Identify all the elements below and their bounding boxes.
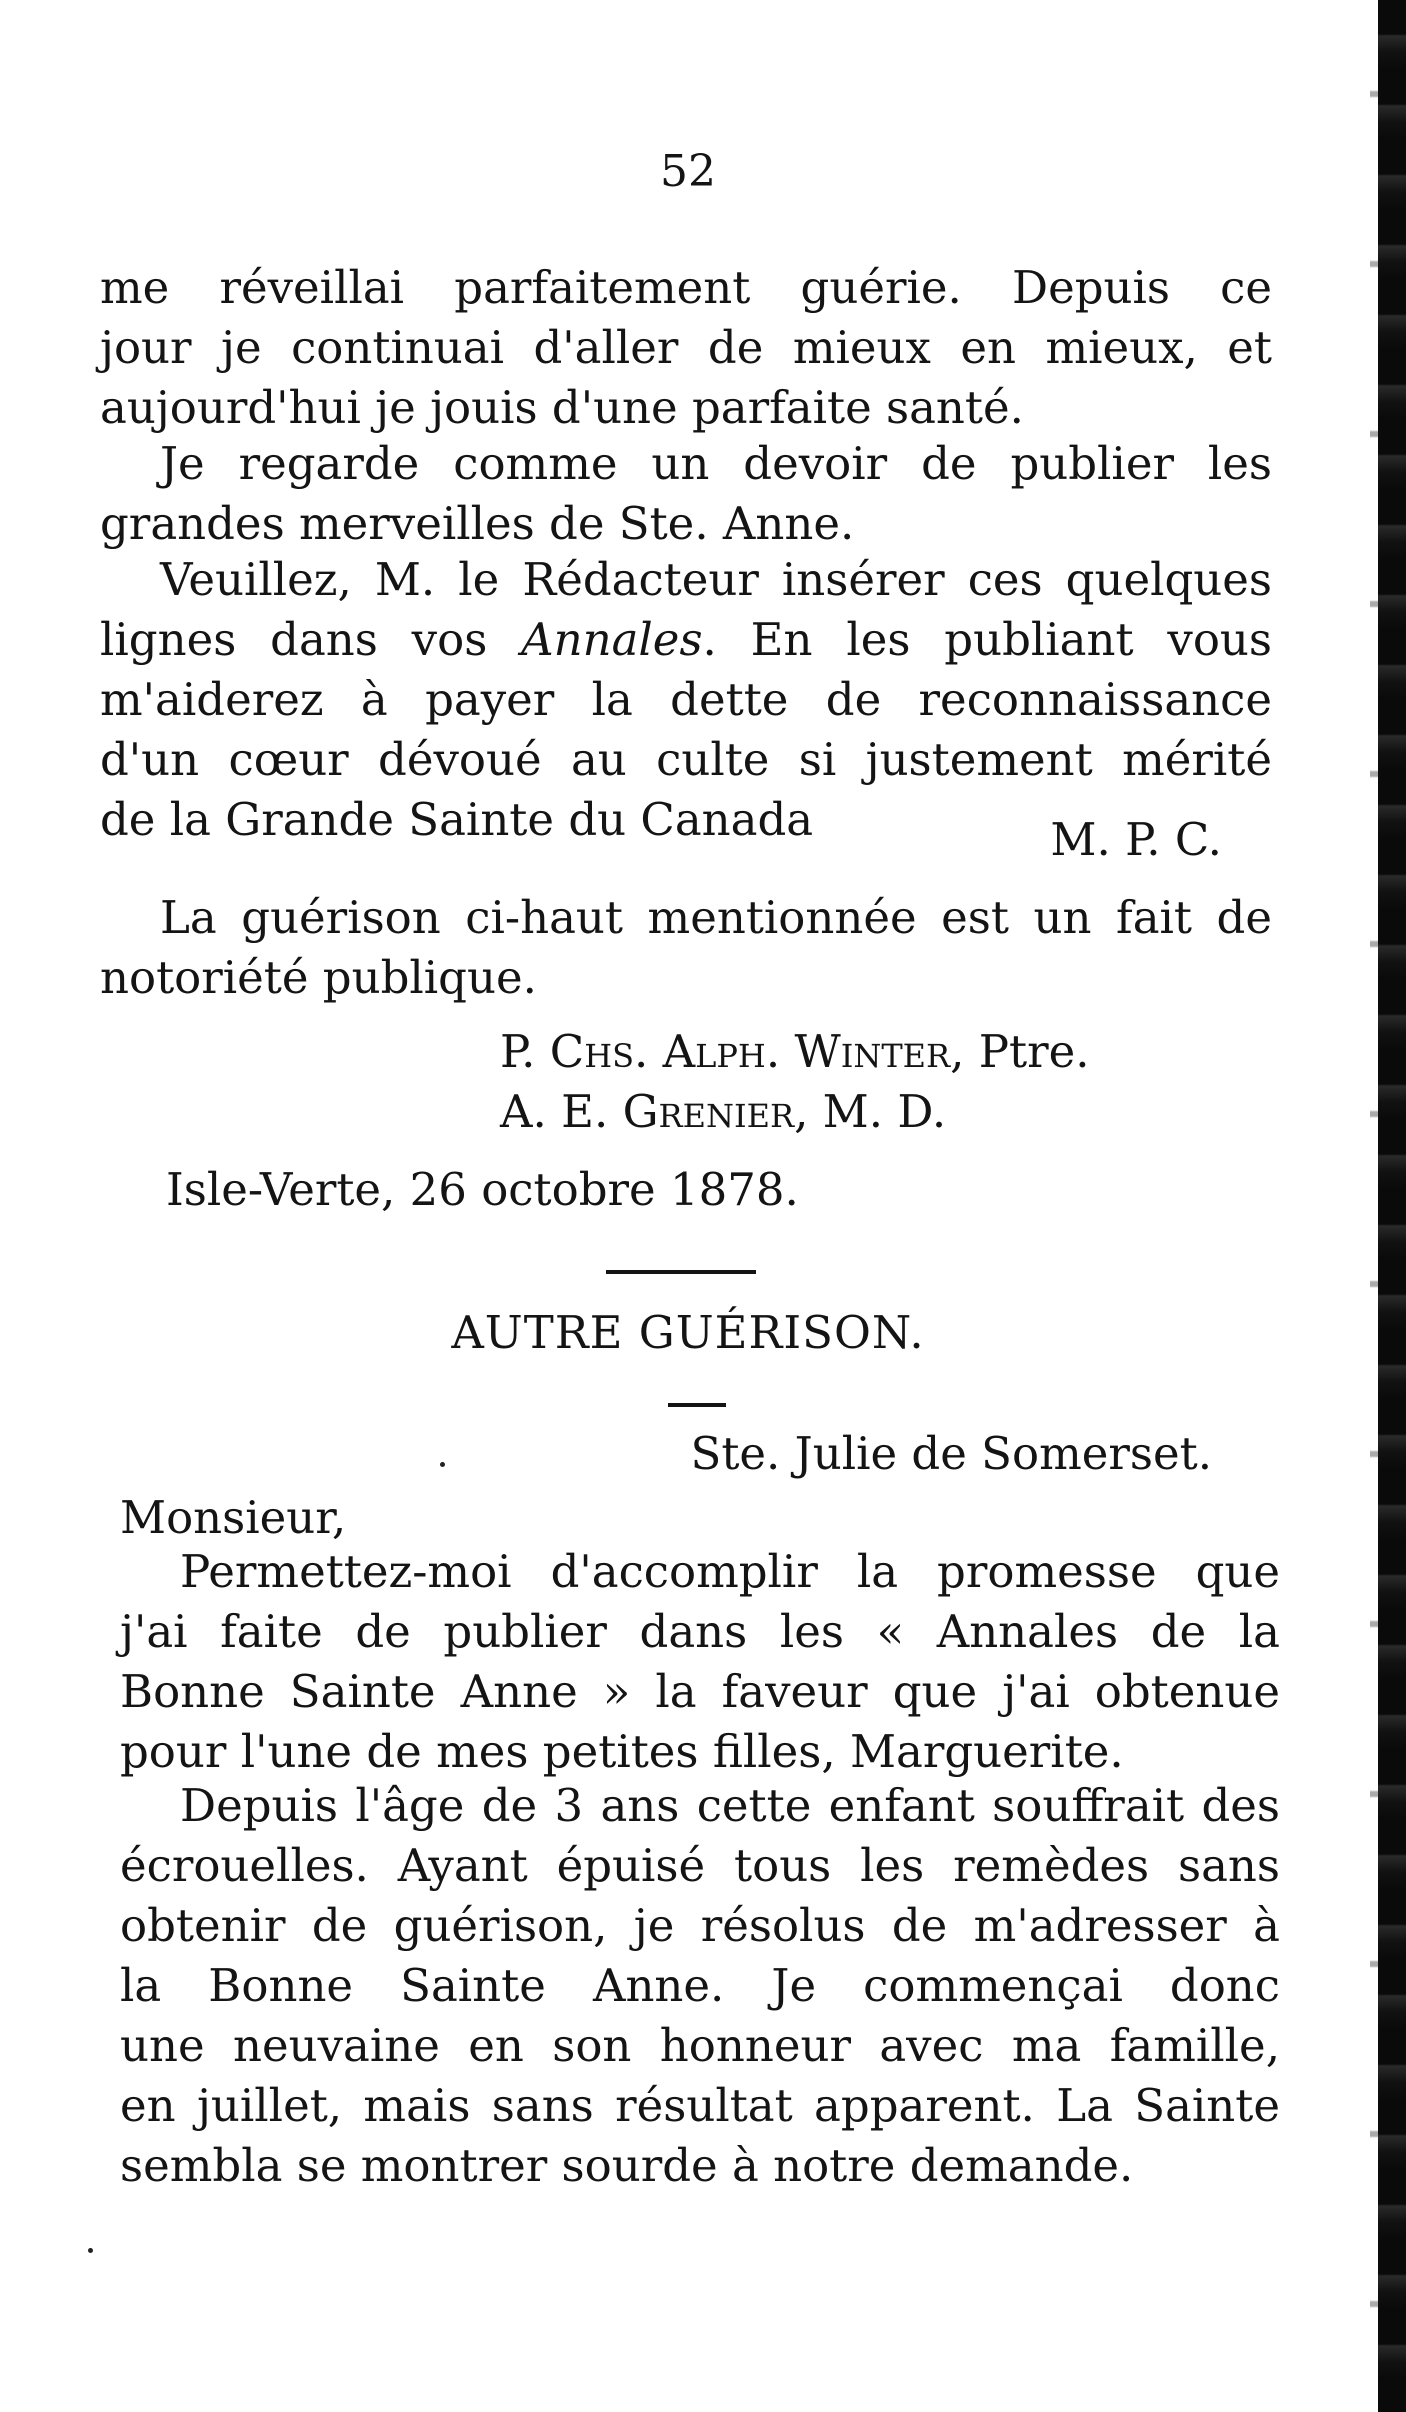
section-divider: [606, 1270, 756, 1274]
signatories: [500, 1022, 1300, 1142]
text-span: P.: [500, 1025, 550, 1078]
heading-rule: [668, 1403, 726, 1407]
text-line: Je regarde comme un devoir de publier les: [160, 437, 1272, 490]
text-line: me réveillai parfaitement guérie. Depuis ce: [100, 261, 1272, 314]
text-line: écrouelles. Ayant épuisé tous les remèdes sans: [120, 1839, 1280, 1892]
paragraph-promise: [120, 1542, 1280, 1782]
text-span: Chs. Alph. Winter: [549, 1025, 951, 1078]
location-line: Ste. Julie de Somerset.: [690, 1427, 1212, 1480]
text-line: La guérison ci-haut mentionnée est un fait de: [160, 891, 1272, 944]
paragraph-request: [100, 550, 1272, 850]
text-line: j'ai faite de publier dans les « Annales de la: [120, 1605, 1280, 1658]
text-line: grandes merveilles de Ste. Anne.: [100, 497, 855, 550]
text-span: . En les publiant vous: [702, 613, 1272, 666]
section-heading: AUTRE GUÉRISON.: [451, 1306, 925, 1359]
text-line: d'un cœur dévoué au culte si justement mérité: [100, 733, 1272, 786]
ink-speck: [88, 2248, 93, 2253]
text-span: lignes dans vos: [100, 613, 522, 666]
text-line: une neuvaine en son honneur avec ma famille,: [120, 2019, 1280, 2072]
text-line: en juillet, mais sans résultat apparent. La Sainte: [120, 2079, 1280, 2132]
paragraph-illness: [120, 1776, 1280, 2196]
text-line: la Bonne Sainte Anne. Je commençai donc: [120, 1959, 1280, 2012]
text-line: notoriété publique.: [100, 951, 537, 1004]
paragraph-duty: [100, 434, 1272, 554]
salutation: Monsieur,: [120, 1491, 347, 1544]
signatory-winter: [500, 1022, 1300, 1082]
annales-italic: Annales: [521, 613, 703, 666]
text-line: Bonne Sainte Anne » la faveur que j'ai obtenue: [120, 1665, 1280, 1718]
text-line: [100, 610, 1272, 670]
text-line: pour l'une de mes petites filles, Marguerite.: [120, 1725, 1124, 1778]
text-span: A. E.: [500, 1085, 623, 1138]
page-number: 52: [660, 146, 716, 197]
place-date: Isle-Verte, 26 octobre 1878.: [166, 1163, 799, 1216]
text-span: , Ptre.: [950, 1025, 1090, 1078]
text-line: aujourd'hui je jouis d'une parfaite santé.: [100, 381, 1024, 434]
text-line: Veuillez, M. le Rédacteur insérer ces quelques: [160, 553, 1272, 606]
page-edge-shadow: [1378, 0, 1406, 2412]
signatory-grenier: [500, 1082, 1300, 1142]
text-span: , M. D.: [794, 1085, 947, 1138]
text-line: obtenir de guérison, je résolus de m'adresser à: [120, 1899, 1280, 1952]
text-line: sembla se montrer sourde à notre demande.: [120, 2139, 1134, 2192]
text-line: Permettez-moi d'accomplir la promesse que: [180, 1545, 1280, 1598]
text-line: m'aiderez à payer la dette de reconnaissance: [100, 673, 1272, 726]
signature: M. P. C.: [1050, 813, 1222, 866]
text-line: Depuis l'âge de 3 ans cette enfant souffrait des: [180, 1779, 1280, 1832]
text-line: de la Grande Sainte du Canada: [100, 793, 814, 846]
paragraph-healing: [100, 258, 1272, 438]
text-line: jour je continuai d'aller de mieux en mieux, et: [100, 321, 1272, 374]
attestation: [100, 888, 1272, 1008]
text-span: Grenier: [622, 1085, 795, 1138]
